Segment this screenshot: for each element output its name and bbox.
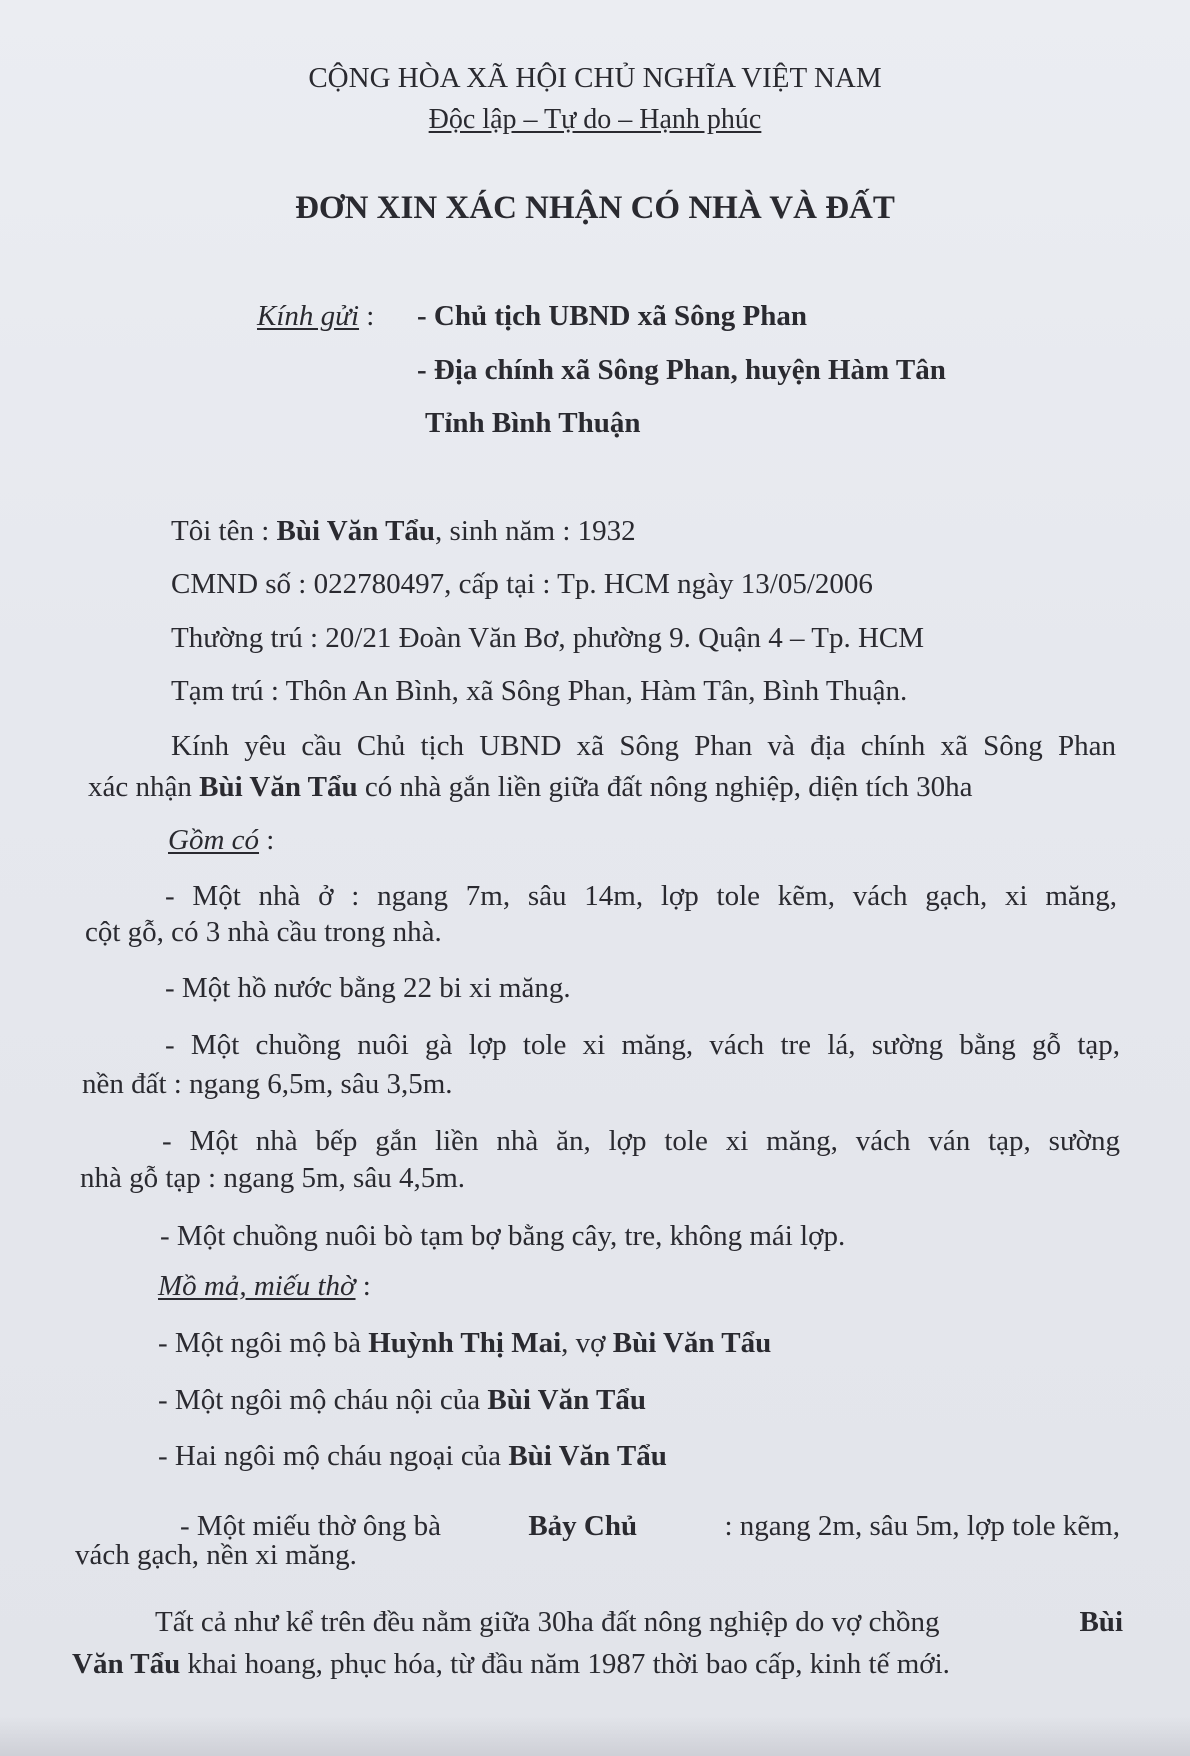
recipient-label: Kính gửi [257, 300, 360, 332]
grave-4-name: Bảy Chủ [528, 1510, 638, 1542]
page-bottom-shadow [0, 1716, 1190, 1756]
document-title: ĐƠN XIN XÁC NHẬN CÓ NHÀ VÀ ĐẤT [295, 190, 895, 226]
conclusion-name-1: Bùi [1079, 1606, 1123, 1638]
include-item-1b: cột gỗ, có 3 nhà cầu trong nhà. [85, 916, 442, 948]
include-item-3a: - Một chuồng nuôi gà lợp tole xi măng, vách tre lá, sường bằng gỗ tạp, [165, 1029, 1120, 1061]
grave-1-name: Huỳnh Thị Mai [368, 1327, 562, 1359]
recipient-1: - Chủ tịch UBND xã Sông Phan [417, 300, 807, 332]
includes-label: Gồm có [168, 824, 260, 856]
grave-1-name2: Bùi Văn Tẩu [612, 1327, 772, 1359]
request-line-1: Kính yêu cầu Chủ tịch UBND xã Sông Phan và địa chính xã Sông Phan [171, 730, 1116, 762]
grave-4-suffix: : ngang 2m, sâu 5m, lợp tole kẽm, [724, 1510, 1120, 1542]
birth-year: , sinh năm : 1932 [435, 515, 636, 547]
grave-3-name: Bùi Văn Tẩu [508, 1440, 667, 1472]
recipient-2: - Địa chính xã Sông Phan, huyện Hàm Tân [417, 354, 946, 386]
applicant-name: Bùi Văn Tẩu [276, 515, 436, 547]
request-line-2 [88, 773, 973, 802]
grave-3-prefix: - Hai ngôi mộ cháu ngoại của [158, 1440, 509, 1472]
recipient-3: Tỉnh Bình Thuận [425, 407, 641, 439]
include-item-5: - Một chuồng nuôi bò tạm bợ bằng cây, tre, không mái lợp. [160, 1220, 846, 1252]
include-item-4a: - Một nhà bếp gắn liền nhà ăn, lợp tole xi măng, vách ván tạp, sường [162, 1125, 1120, 1157]
name-prefix: Tôi tên : [171, 515, 277, 547]
includes-colon: : [259, 824, 275, 856]
graves-colon: : [355, 1270, 371, 1302]
nation-header: CỘNG HÒA XÃ HỘI CHỦ NGHĨA VIỆT NAM [308, 62, 882, 94]
request-suffix: có nhà gắn liền giữa đất nông nghiệp, diện tích 30ha [357, 771, 973, 803]
grave-1-mid: , vợ [561, 1327, 613, 1359]
include-item-2: - Một hồ nước bằng 22 bi xi măng. [165, 972, 571, 1004]
grave-2-name: Bùi Văn Tẩu [487, 1384, 646, 1416]
conclusion-suffix: khai hoang, phục hóa, từ đầu năm 1987 thời bao cấp, kinh tế mới. [180, 1648, 950, 1680]
graves-label: Mồ mả, miếu thờ [158, 1270, 356, 1302]
request-name: Bùi Văn Tẩu [199, 771, 358, 803]
conclusion-line-2 [72, 1650, 950, 1679]
graves-heading [158, 1272, 371, 1301]
include-item-4b: nhà gỗ tạp : ngang 5m, sâu 4,5m. [80, 1162, 466, 1194]
grave-item-4a [180, 1512, 1120, 1541]
permanent-address: Thường trú : 20/21 Đoàn Văn Bơ, phường 9. Quận 4 – Tp. HCM [171, 622, 925, 654]
grave-item-1 [158, 1329, 771, 1358]
motto: Độc lập – Tự do – Hạnh phúc [428, 104, 762, 135]
includes-heading [168, 826, 274, 855]
conclusion-prefix: Tất cả như kể trên đều nằm giữa 30ha đất nông nghiệp do vợ chồng [155, 1606, 940, 1638]
grave-item-3 [158, 1442, 667, 1471]
id-card-line: CMND số : 022780497, cấp tại : Tp. HCM ngày 13/05/2006 [171, 568, 873, 600]
grave-item-2 [158, 1386, 646, 1415]
grave-1-prefix: - Một ngôi mộ bà [158, 1327, 369, 1359]
conclusion-line-1 [155, 1608, 1123, 1637]
include-item-1a: - Một nhà ở : ngang 7m, sâu 14m, lợp tole kẽm, vách gạch, xi măng, [165, 880, 1117, 912]
recipient-label-line [257, 302, 374, 331]
recipient-colon: : [359, 300, 375, 332]
grave-item-4b: vách gạch, nền xi măng. [75, 1539, 357, 1571]
grave-2-prefix: - Một ngôi mộ cháu nội của [158, 1384, 488, 1416]
applicant-name-line [171, 517, 636, 546]
temporary-address: Tạm trú : Thôn An Bình, xã Sông Phan, Hàm Tân, Bình Thuận. [171, 675, 908, 707]
request-prefix: xác nhận [88, 771, 200, 803]
include-item-3b: nền đất : ngang 6,5m, sâu 3,5m. [82, 1068, 453, 1100]
conclusion-name-2: Văn Tẩu [72, 1648, 181, 1680]
grave-4-prefix: - Một miếu thờ ông bà [180, 1510, 441, 1542]
